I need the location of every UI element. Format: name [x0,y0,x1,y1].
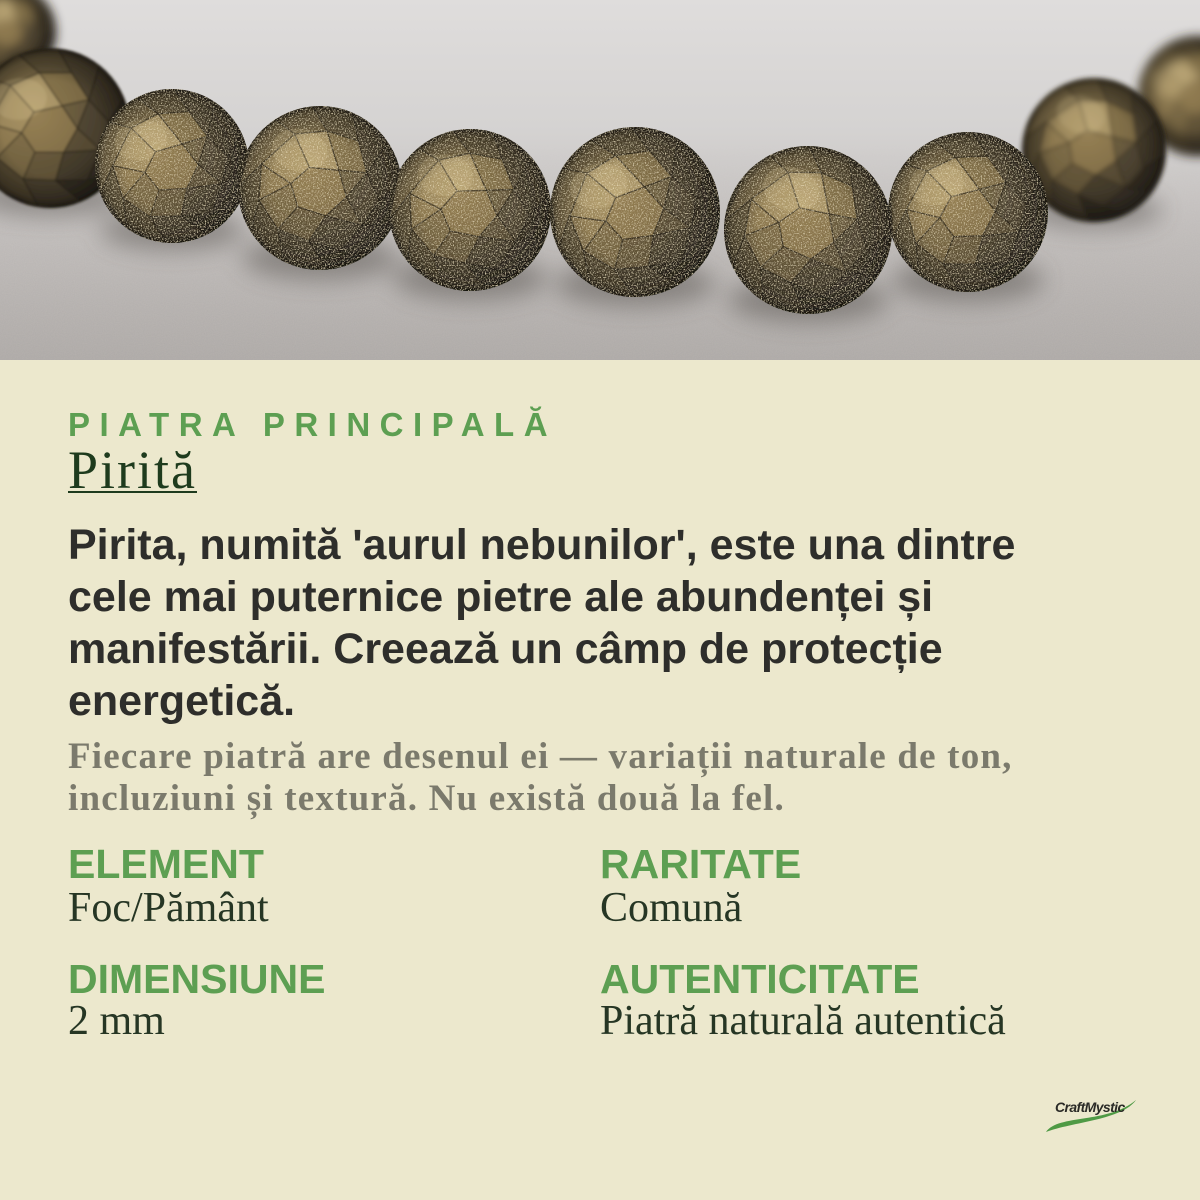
attribute-value-rarity: Comună [600,885,743,931]
attribute-label-size: DIMENSIUNE [68,956,326,1002]
attribute-value-element: Foc/Pământ [68,885,269,931]
attribute-label-authenticity: AUTENTICITATE [600,956,920,1002]
section-eyebrow: PIATRA PRINCIPALĂ [68,406,558,443]
attribute-label-rarity: RARITATE [600,841,802,887]
attribute-label-element: ELEMENT [68,841,264,887]
stone-title: Pirită [68,440,197,500]
product-photo [0,0,1200,360]
brand-logo: CraftMystic [1055,1099,1125,1115]
stone-note: Fiecare piatră are desenul ei — variații naturale de ton, incluziuni și textură. Nu există două la fel. [68,736,1013,819]
stone-description: Pirita, numită 'aurul nebunilor', este una dintre cele mai puternice pietre ale abundenței și manifestării. Creează un câmp de protecție energetică. [68,521,1016,725]
attribute-value-size: 2 mm [68,998,165,1044]
attribute-value-authenticity: Piatră naturală autentică [600,998,1006,1044]
